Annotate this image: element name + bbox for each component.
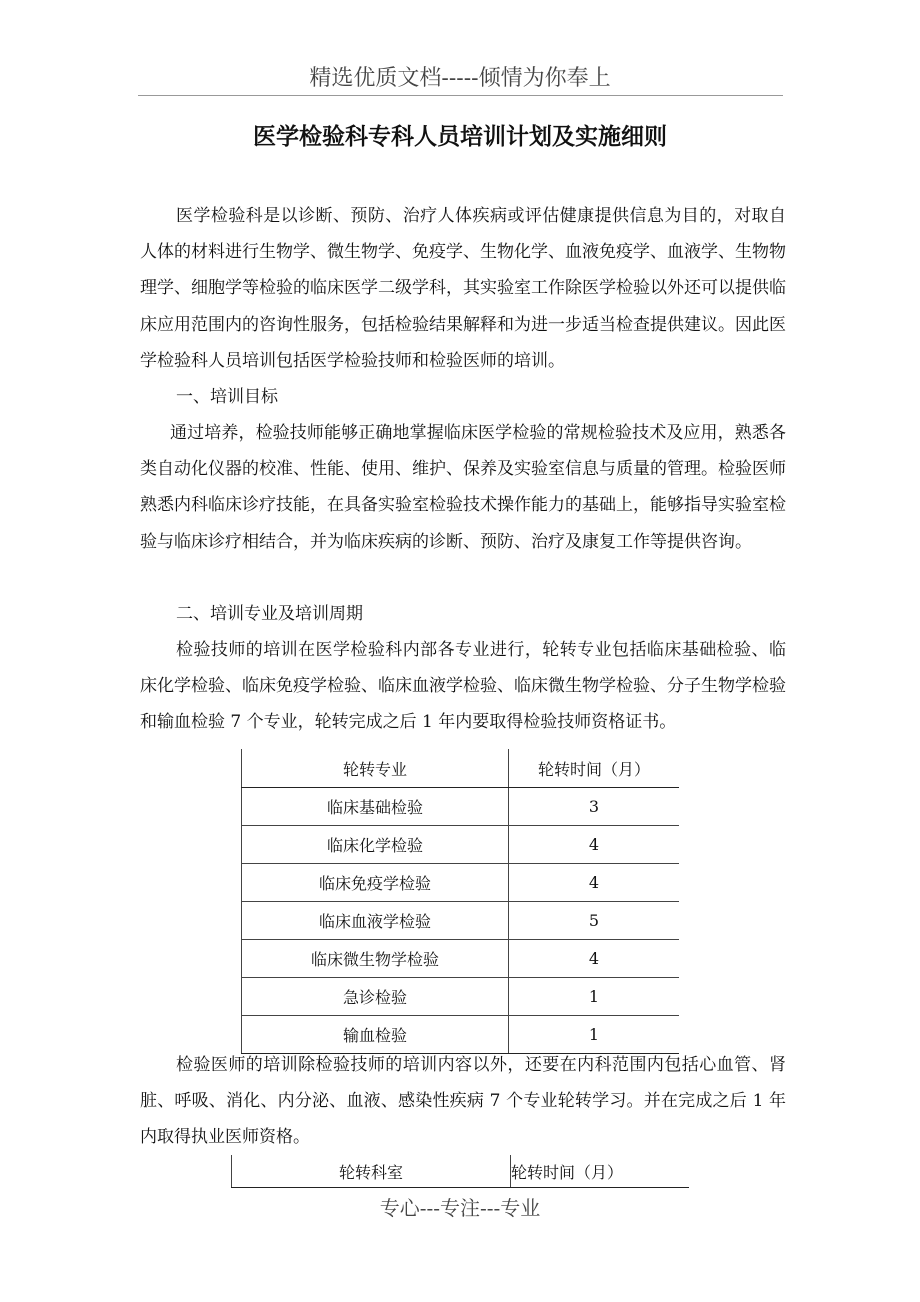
- duration-cell: 5: [509, 902, 680, 940]
- section-heading-goals: 一、培训目标: [176, 387, 278, 407]
- goals-paragraph: 通过培养，检验技师能够正确地掌握临床医学检验的常规检验技术及应用，熟悉各类自动化仪器的校准、性能、使用、维护、保养及实验室信息与质量的管理。检验医师熟悉内科临床诊疗技能，在具备实验室检验技术操作能力的基础上，能够指导实验室检验与临床诊疗相结合，并为临床疾病的诊断、预防、治疗及康复工作等提供咨询。: [140, 423, 786, 552]
- table-row: [242, 978, 680, 1016]
- column-header-duration: 轮转时间（月）: [511, 1155, 690, 1188]
- specialty-cell: 临床微生物学检验: [242, 940, 509, 978]
- section-heading-specialties: 二、培训专业及培训周期: [176, 604, 363, 624]
- column-header-department: 轮转科室: [232, 1155, 511, 1188]
- table-row: [242, 902, 680, 940]
- specialty-cell: 临床免疫学检验: [242, 864, 509, 902]
- duration-cell: 4: [509, 940, 680, 978]
- specialty-cell: 输血检验: [242, 1016, 509, 1054]
- column-header-duration: 轮转时间（月）: [509, 749, 680, 788]
- specialty-cell: 临床血液学检验: [242, 902, 509, 940]
- duration-cell: 3: [509, 788, 680, 826]
- table-row: [242, 864, 680, 902]
- technician-rotation-table: [241, 749, 679, 1054]
- document-title: 医学检验科专科人员培训计划及实施细则: [253, 123, 667, 150]
- table-row: [242, 826, 680, 864]
- page-footer: 专心---专注---专业: [379, 1196, 541, 1220]
- table-row: [242, 940, 680, 978]
- specialty-cell: 临床化学检验: [242, 826, 509, 864]
- duration-cell: 1: [509, 978, 680, 1016]
- doctor-rotation-table: [231, 1155, 689, 1188]
- page-header: 精选优质文档-----倾情为你奉上: [309, 66, 611, 91]
- duration-cell: 1: [509, 1016, 680, 1054]
- specialty-cell: 临床基础检验: [242, 788, 509, 826]
- intro-paragraph: 医学检验科是以诊断、预防、治疗人体疾病或评估健康提供信息为目的，对取自人体的材料进行生物学、微生物学、免疫学、生物化学、血液免疫学、血液学、生物物理学、细胞学等检验的临床医学二级学科，其实验室工作除医学检验以外还可以提供临床应用范围内的咨询性服务，包括检验结果解释和为进一步适当检查提供建议。因此医学检验科人员培训包括医学检验技师和检验医师的培训。: [140, 206, 786, 371]
- table-row: [242, 788, 680, 826]
- duration-cell: 4: [509, 826, 680, 864]
- doctor-training-paragraph: 检验医师的培训除检验技师的培训内容以外，还要在内科范围内包括心血管、肾脏、呼吸、消化、内分泌、血液、感染性疾病 7 个专业轮转学习。并在完成之后 1 年内取得执业医师资格。: [140, 1055, 786, 1148]
- column-header-specialty: 轮转专业: [242, 749, 509, 788]
- duration-cell: 4: [509, 864, 680, 902]
- specialties-paragraph: 检验技师的培训在医学检验科内部各专业进行，轮转专业包括临床基础检验、临床化学检验、临床免疫学检验、临床血液学检验、临床微生物学检验、分子生物学检验和输血检验 7 个专业，轮转完成之后 1 年内要取得检验技师资格证书。: [140, 640, 786, 733]
- header-divider: [138, 95, 783, 96]
- table-header-row: [242, 749, 680, 788]
- specialty-cell: 急诊检验: [242, 978, 509, 1016]
- table-header-row: [232, 1155, 690, 1188]
